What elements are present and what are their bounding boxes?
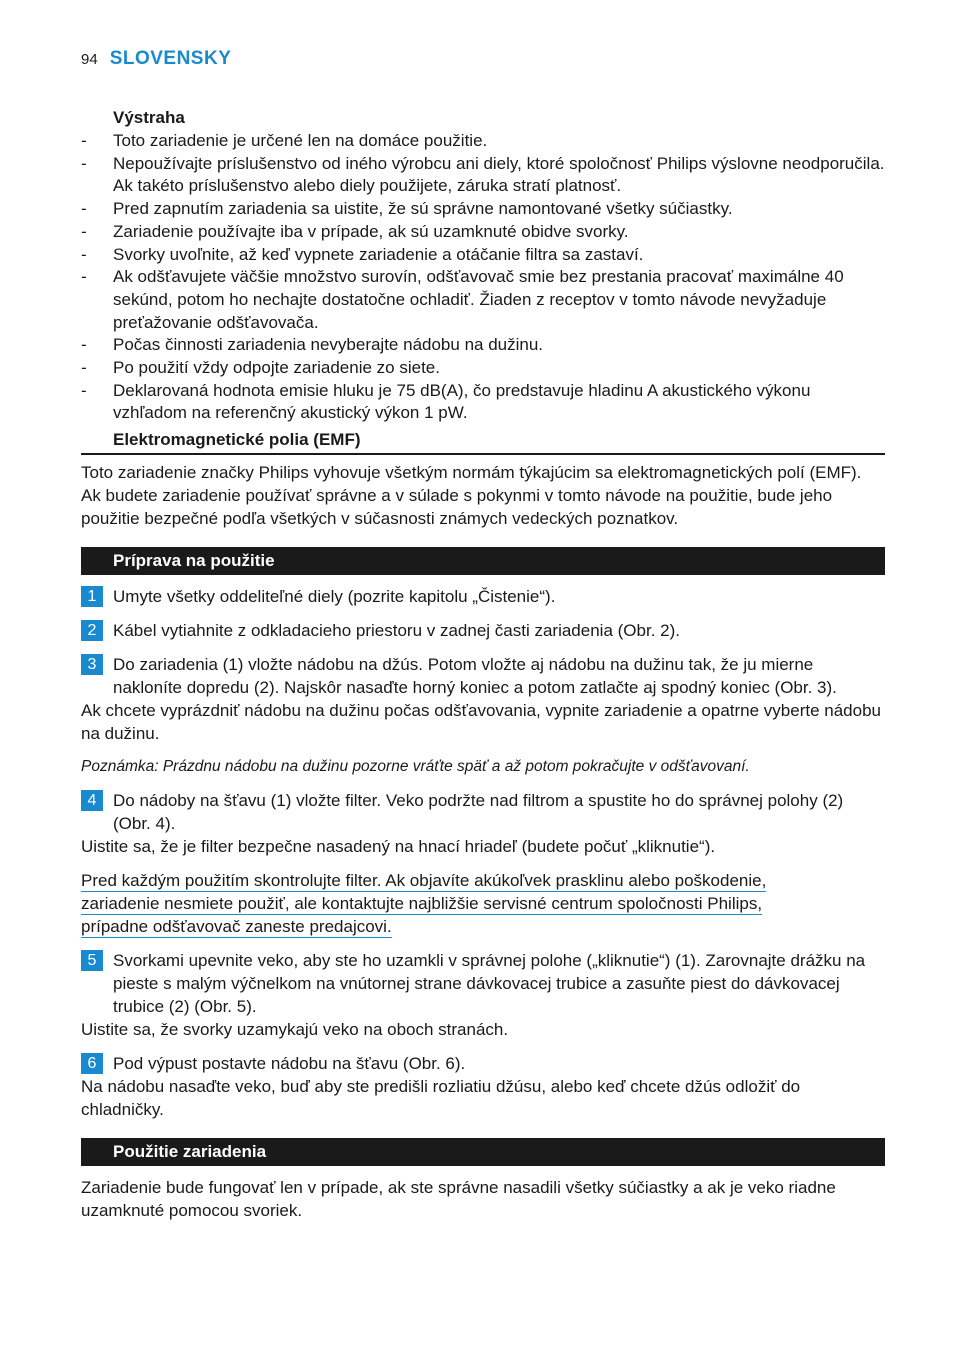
section-heading-preparation: Príprava na použitie xyxy=(81,547,885,575)
step-text: Do zariadenia (1) vložte nádobu na džús. Potom vložte aj nádobu na dužinu tak, že ju mierne nakloníte dopredu (2). Najskôr nasaďte horný koniec a potom zatlačte aj spodný koniec (Obr. 3). xyxy=(113,655,837,698)
step-5 xyxy=(81,949,885,1018)
list-item: - Toto zariadenie je určené len na domáce použitie. xyxy=(81,131,488,150)
caution-line: Pred každým použitím skontrolujte filter. Ak objavíte akúkoľvek prasklinu alebo poškodenie, xyxy=(81,871,767,891)
step-3-followup: Ak chcete vyprázdniť nádobu na dužinu počas odšťavovania, vypnite zariadenie a opatrne vyberte nádobu na dužinu. xyxy=(81,701,882,744)
list-item: - Svorky uvoľnite, až keď vypnete zariadenie a otáčanie filtra sa zastaví. xyxy=(81,244,644,264)
step-text: Kábel vytiahnite z odkladacieho priestoru v zadnej časti zariadenia (Obr. 2). xyxy=(113,621,680,641)
list-item: - Zariadenie používajte iba v prípade, ak sú uzamknuté obidve svorky. xyxy=(81,221,629,241)
step-number-badge: 6 xyxy=(81,1053,103,1074)
language-title: SLOVENSKY xyxy=(109,48,232,69)
step-number-badge: 2 xyxy=(81,620,103,641)
step-text: Pod výpust postavte nádobu na šťavu (Obr. 6). xyxy=(113,1054,466,1074)
step-1 xyxy=(81,585,885,608)
step-text: Do nádoby na šťavu (1) vložte filter. Veko podržte nad filtrom a spustite ho do správnej polohy (2) (Obr. 4). xyxy=(113,791,844,834)
step-text: Umyte všetky oddeliteľné diely (pozrite kapitolu „Čistenie“). xyxy=(113,587,556,607)
caution-paragraph xyxy=(81,869,885,938)
page-number: 94 xyxy=(81,51,98,68)
emf-heading: Elektromagnetické polia (EMF) xyxy=(81,429,885,455)
emf-paragraph: Toto zariadenie značky Philips vyhovuje všetkým normám týkajúcim sa elektromagnetických polí (EMF). Ak budete zariadenie používať správne a v súlade s pokynmi v tomto návode na použitie, bude jeho použitie bezpečné podľa všetkých v súčasnosti známych vedeckých poznatkov. xyxy=(81,463,862,529)
caution-line: prípadne odšťavovač zaneste predajcovi. xyxy=(81,917,392,937)
list-item: - Ak odšťavujete väčšie množstvo surovín, odšťavovač smie bez prestania pracovať maximálne 40 sekúnd, potom ho nechajte dostatočne ochladiť. Žiaden z receptov v tomto návode nevyžaduje preťažovanie odšťavovača. xyxy=(81,267,844,332)
step-6 xyxy=(81,1052,885,1075)
step-number-badge: 3 xyxy=(81,654,103,675)
step-6-followup: Na nádobu nasaďte veko, buď aby ste predišli rozliatiu džúsu, alebo keď chcete džús odložiť do chladničky. xyxy=(81,1077,801,1120)
step-4-followup: Uistite sa, že je filter bezpečne nasadený na hnací hriadeľ (budete počuť „kliknutie“). xyxy=(81,837,716,857)
list-item: - Po použití vždy odpojte zariadenie zo siete. xyxy=(81,358,440,378)
note-text: Poznámka: Prázdnu nádobu na dužinu pozorne vráťte späť a až potom pokračujte v odšťavovaní. xyxy=(81,758,750,776)
usage-paragraph: Zariadenie bude fungovať len v prípade, ak ste správne nasadili všetky súčiastky a ak je veko riadne uzamknuté pomocou svoriek. xyxy=(81,1178,836,1221)
caution-line: zariadenie nesmiete použiť, ale kontaktujte najbližšie servisné centrum spoločnosti Philips, xyxy=(81,894,763,914)
step-3 xyxy=(81,653,885,699)
step-number-badge: 4 xyxy=(81,790,103,811)
page-content xyxy=(81,106,885,1222)
step-number-badge: 1 xyxy=(81,586,103,607)
warning-list xyxy=(81,130,885,425)
step-5-followup: Uistite sa, že svorky uzamykajú veko na oboch stranách. xyxy=(81,1020,509,1040)
page-header xyxy=(81,48,231,74)
step-2 xyxy=(81,619,885,642)
list-item: - Nepoužívajte príslušenstvo od iného výrobcu ani diely, ktoré spoločnosť Philips výslovne neodporučila. Ak takéto príslušenstvo alebo diely použijete, záruka stratí platnosť. xyxy=(81,153,885,196)
step-4 xyxy=(81,789,885,835)
list-item: - Počas činnosti zariadenia nevyberajte nádobu na dužinu. xyxy=(81,335,544,355)
step-text: Svorkami upevnite veko, aby ste ho uzamkli v správnej polohe („kliknutie“) (1). Zarovnajte drážku na pieste s malým výčnelkom na vnútornej strane dávkovacej trubice a zasuňte piest do dávkovacej trubice (2) (Obr. 5). xyxy=(113,951,866,1017)
list-item: - Pred zapnutím zariadenia sa uistite, že sú správne namontované všetky súčiastky. xyxy=(81,199,733,219)
warning-heading: Výstraha xyxy=(113,108,185,127)
list-item: - Deklarovaná hodnota emisie hluku je 75 dB(A), čo predstavuje hladinu A akustického výkonu vzhľadom na referenčný akustický výkon 1 pW. xyxy=(81,380,811,423)
section-heading-usage: Použitie zariadenia xyxy=(81,1138,885,1166)
step-number-badge: 5 xyxy=(81,950,103,971)
